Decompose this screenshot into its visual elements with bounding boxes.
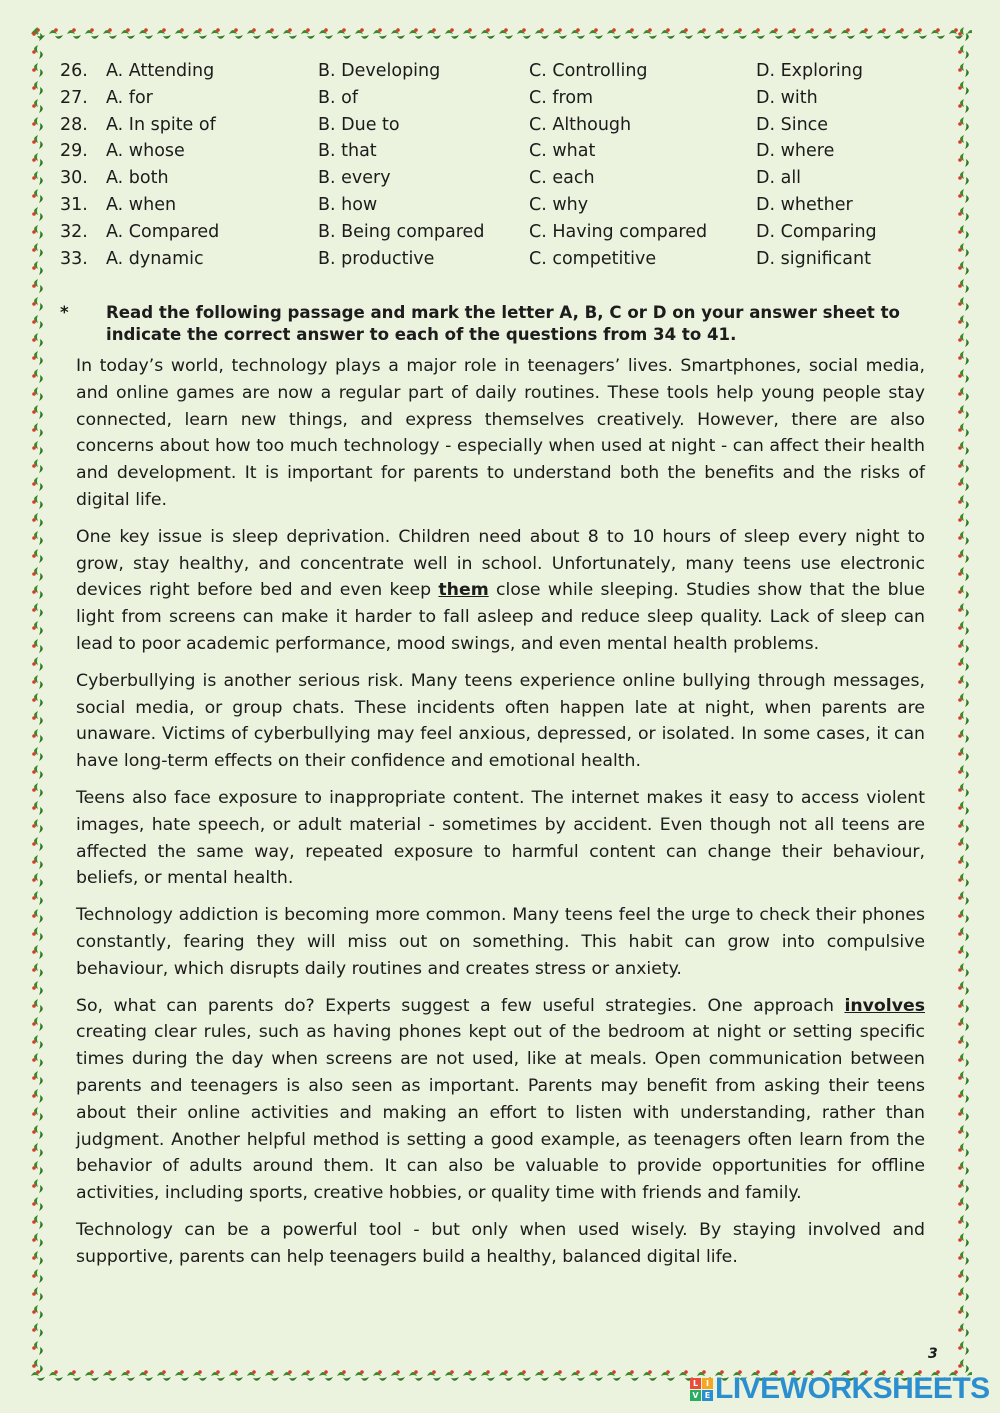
option-b: B. that	[318, 141, 377, 162]
liveworksheets-watermark[interactable]	[690, 1370, 990, 1408]
paragraph-text: creating clear rules, such as having phones kept out of the bedroom at night or setting specific times during the day when screens are not used, like at meals. Open communication between parents and teenagers is also seen as important. Parents may benefit from asking their teens about their online activities and making an effort to listen with understanding, rather than judgment. Another helpful method is setting a good example, as teenagers often learn from the behavior of adults around them. It can also be valuable to provide opportunities for offline activities, including sports, creative hobbies, or quality time with friends and family.	[76, 1022, 925, 1204]
paragraph-text: So, what can parents do? Experts suggest a few useful strategies. One approach	[76, 995, 845, 1016]
passage-paragraph-4: Teens also face exposure to inappropriate content. The internet makes it easy to access violent images, hate speech, or adult material - sometimes by accident. Even though not all teens are affected the same way, repeated exposure to harmful content can change their behaviour, beliefs, or mental health.	[76, 787, 925, 889]
question-row-33	[60, 246, 940, 273]
holly-border-top	[28, 22, 972, 46]
holly-border-left	[26, 24, 50, 1376]
option-a: A. both	[106, 168, 169, 189]
question-number: 26.	[60, 61, 88, 81]
passage-paragraph-2	[76, 524, 925, 658]
highlighted-word-them: them	[438, 580, 489, 601]
answer-options-table	[60, 58, 940, 272]
question-row-26	[60, 58, 940, 85]
question-number: 29.	[60, 141, 88, 162]
option-c: C. each	[529, 168, 595, 189]
reading-passage	[76, 353, 925, 1281]
option-b: B. Developing	[318, 61, 441, 81]
option-a: A. for	[106, 87, 153, 108]
option-a: A. Compared	[106, 221, 220, 242]
option-a: A. dynamic	[106, 248, 204, 269]
question-row-30	[60, 165, 940, 192]
question-number: 30.	[60, 168, 88, 189]
liveworksheets-logo-icon	[690, 1378, 713, 1401]
question-number: 32.	[60, 221, 88, 242]
option-d: D. Exploring	[756, 61, 863, 81]
passage-paragraph-6	[76, 993, 925, 1207]
option-c: C. Having compared	[529, 221, 708, 242]
option-b: B. every	[318, 168, 391, 189]
instruction-marker: *	[60, 303, 69, 322]
question-number: 33.	[60, 248, 88, 269]
option-c: C. from	[529, 87, 594, 108]
option-d: D. Comparing	[756, 221, 877, 242]
question-row-27	[60, 85, 940, 112]
paragraph-text: close while sleeping. Studies show that the blue light from screens can make it harder to fall asleep and reduce sleep quality. Lack of sleep can lead to poor academic performance, mood swings, and even mental health problems.	[76, 580, 925, 654]
passage-paragraph-3: Cyberbullying is another serious risk. Many teens experience online bullying through messages, social media, or group chats. These incidents often happen late at night, when parents are unaware. Victims of cyberbullying may feel anxious, depressed, or isolated. In some cases, it can have long-term effects on their confidence and emotional health.	[76, 670, 925, 772]
holly-border-right	[952, 24, 976, 1376]
badge-letter: V	[690, 1390, 701, 1401]
paragraph-text: One key issue is sleep deprivation. Children need about 8 to 10 hours of sleep every night to grow, stay healthy, and concentrate well in school. Unfortunately, many teens use electronic devices right before bed and even keep	[76, 526, 925, 601]
option-c: C. Controlling	[529, 61, 648, 81]
option-b: B. of	[318, 87, 358, 108]
passage-paragraph-1: In today’s world, technology plays a major role in teenagers’ lives. Smartphones, social media, and online games are now a regular part of daily routines. These tools help young people stay connected, learn new things, and express themselves creatively. However, there are also concerns about how too much technology - especially when used at night - can affect their health and development. It is important for parents to understand both the benefits and the risks of digital life.	[76, 356, 925, 510]
passage-paragraph-7: Technology can be a powerful tool - but only when used wisely. By staying involved and supportive, parents can help teenagers build a healthy, balanced digital life.	[76, 1219, 925, 1267]
question-number: 27.	[60, 87, 88, 108]
option-d: D. where	[756, 141, 835, 162]
badge-letter: E	[702, 1390, 713, 1401]
badge-letter: I	[702, 1378, 713, 1389]
question-number: 31.	[60, 194, 88, 215]
instruction-text: Read the following passage and mark the letter A, B, C or D on your answer sheet to indicate the correct answer to each of the questions from 34 to 41.	[106, 303, 900, 344]
option-d: D. all	[756, 168, 802, 189]
option-a: A. whose	[106, 141, 185, 162]
question-row-31	[60, 192, 940, 219]
reading-instruction	[60, 302, 945, 346]
question-number: 28.	[60, 114, 88, 135]
option-c: C. what	[529, 141, 596, 162]
option-b: B. productive	[318, 248, 435, 269]
holly-pattern-right	[952, 24, 976, 1376]
option-a: A. Attending	[106, 61, 215, 81]
passage-paragraph-5: Technology addiction is becoming more common. Many teens feel the urge to check their phones constantly, fearing they will miss out on something. This habit can grow into compulsive behaviour, which disrupts daily routines and creates stress or anxiety.	[76, 905, 925, 979]
option-d: D. whether	[756, 194, 853, 215]
question-row-28	[60, 112, 940, 139]
holly-pattern-left	[26, 24, 50, 1376]
option-c: C. Although	[529, 114, 632, 135]
option-a: A. when	[106, 194, 177, 215]
option-c: C. why	[529, 194, 589, 215]
question-row-32	[60, 219, 940, 246]
option-b: B. how	[318, 194, 378, 215]
option-d: D. Since	[756, 114, 829, 135]
option-b: B. Due to	[318, 114, 400, 135]
option-d: D. significant	[756, 248, 871, 269]
option-d: D. with	[756, 87, 818, 108]
question-row-29	[60, 138, 940, 165]
option-b: B. Being compared	[318, 221, 485, 242]
holly-pattern-top	[28, 22, 972, 46]
watermark-text: LIVEWORKSHEETS	[715, 1372, 990, 1405]
badge-letter: L	[690, 1378, 701, 1389]
option-a: A. In spite of	[106, 114, 216, 135]
highlighted-word-involves: involves	[844, 995, 925, 1016]
page-number: 3	[928, 1346, 938, 1362]
option-c: C. competitive	[529, 248, 657, 269]
